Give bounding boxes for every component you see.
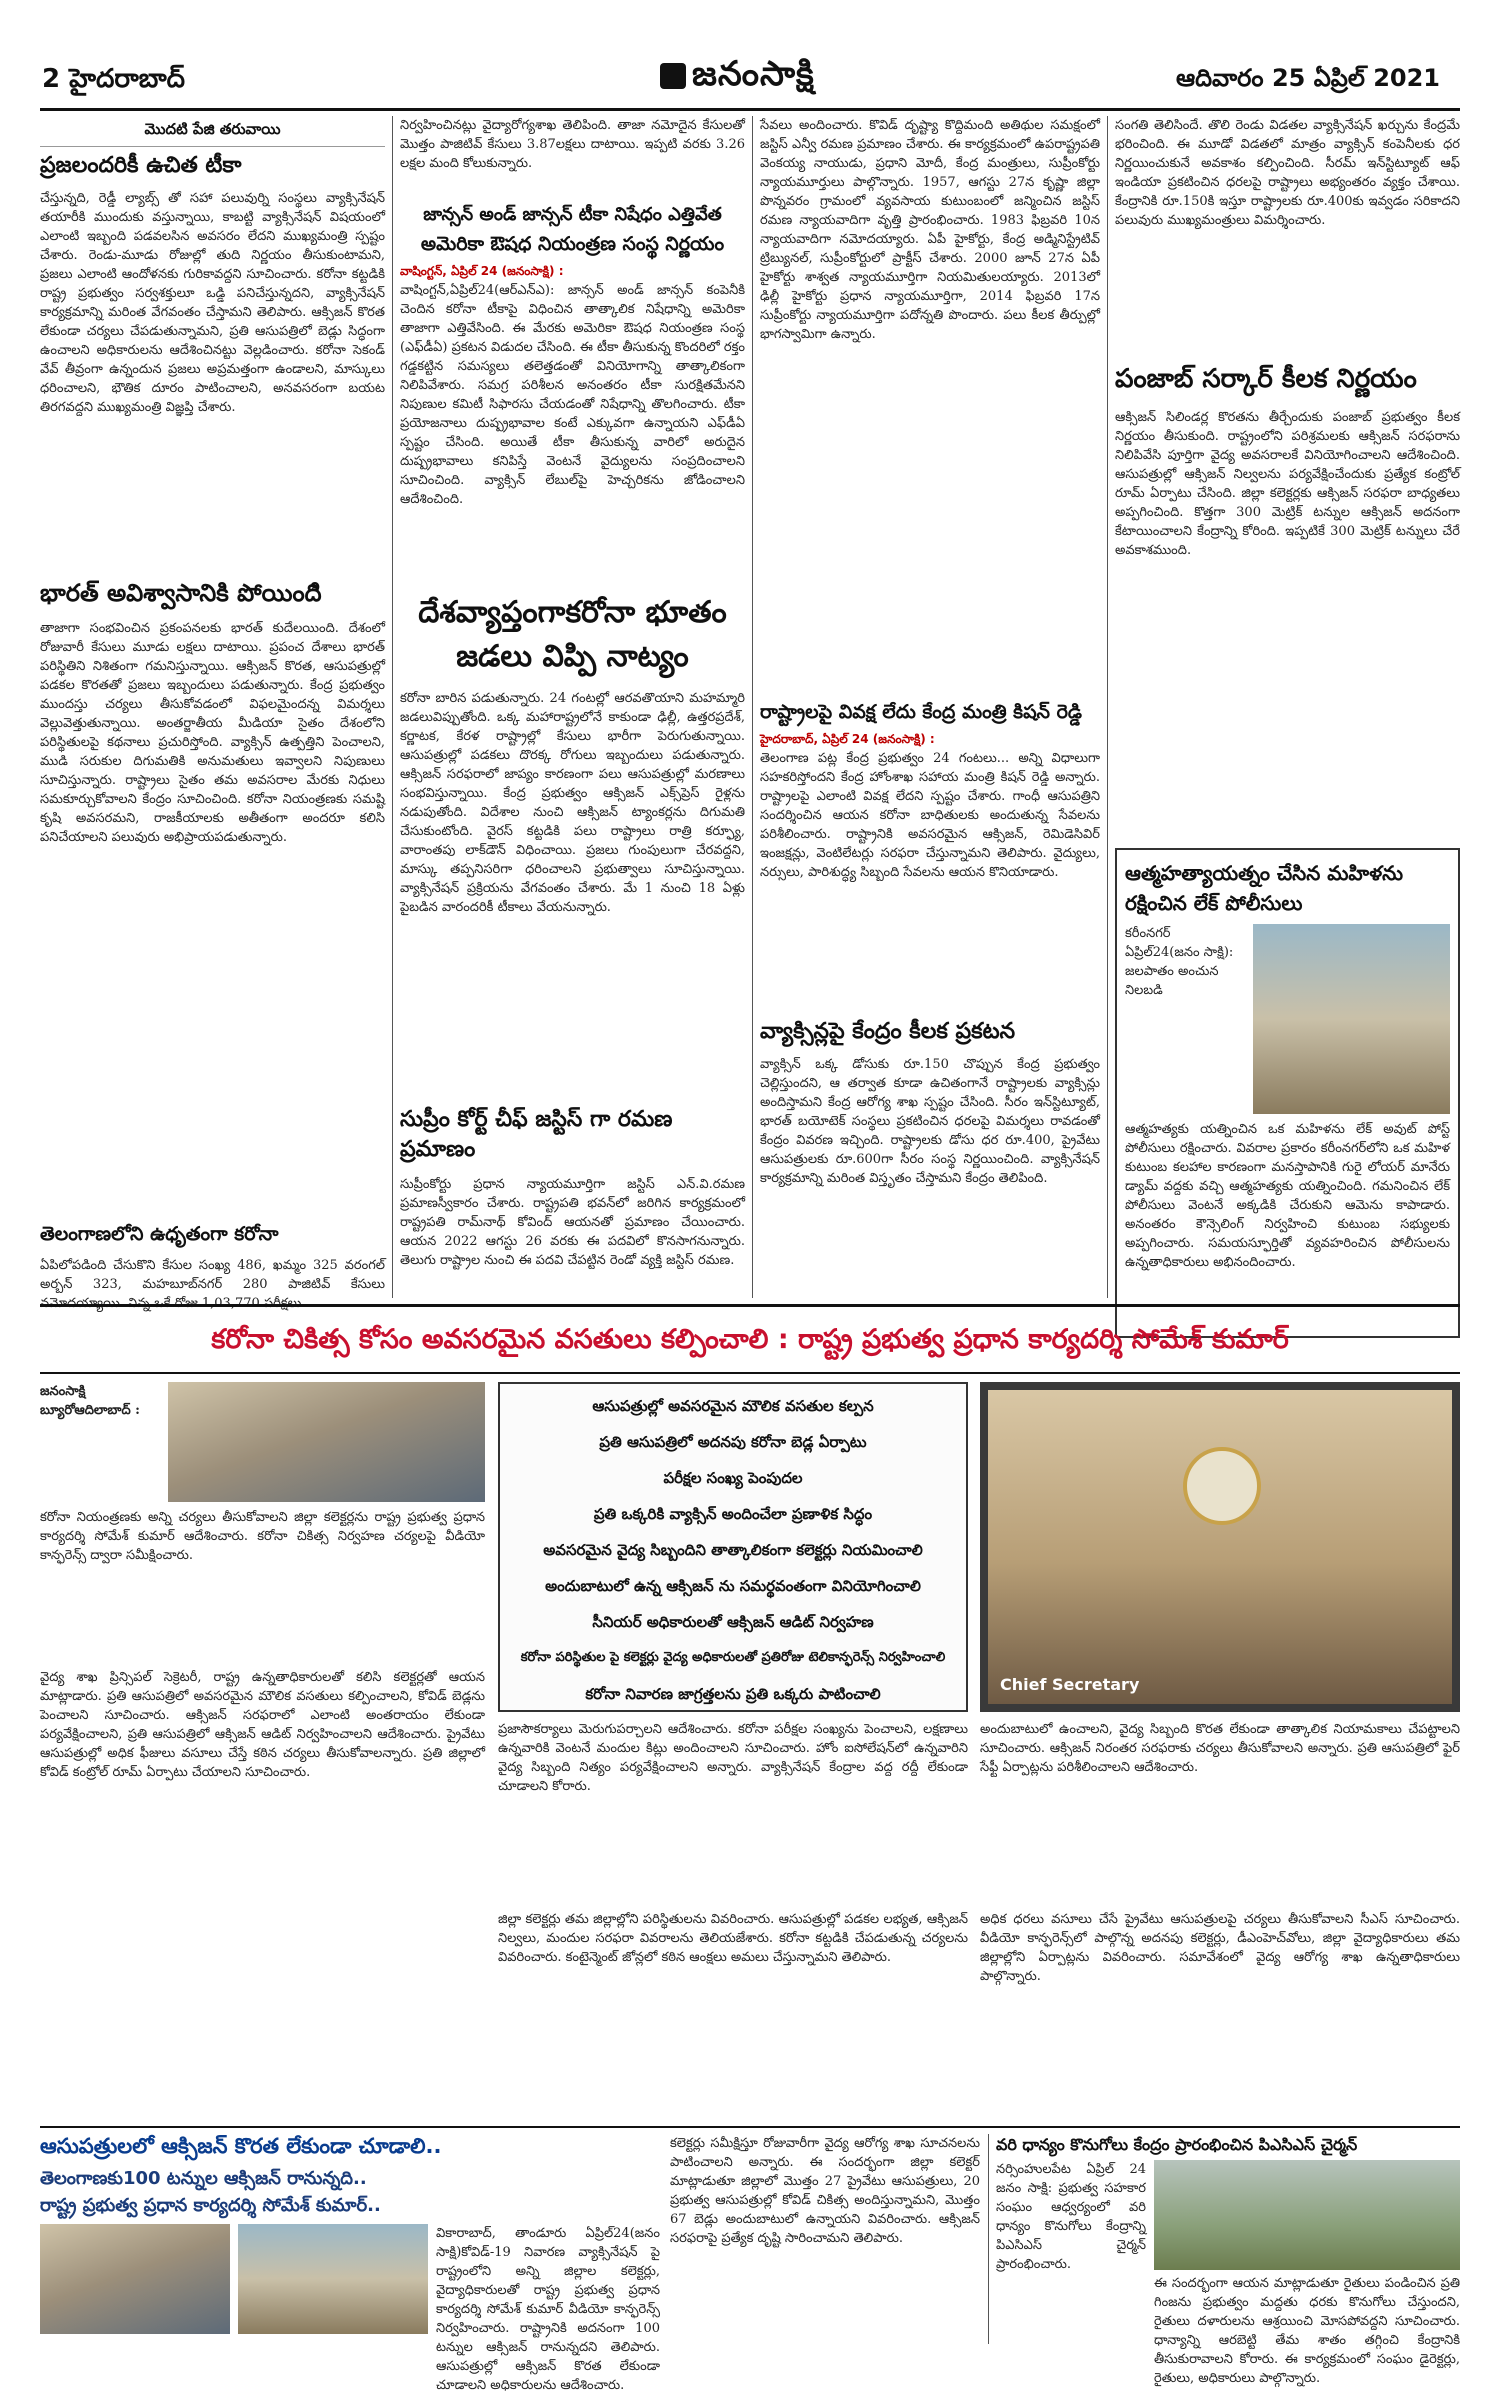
key-point: ఆసుపత్రుల్లో అవసరమైన మౌలిక వసతుల కల్పన xyxy=(592,1397,874,1415)
headline-oxygen: ఆసుపత్రులలో ఆక్సిజన్ కొరత లేకుండా చూడాలి.. xyxy=(40,2134,442,2158)
article-chief-secretary-mid2: జిల్లా కలెక్టర్లు తమ జిల్లాల్లోని పరిస్థితులను వివరించారు. ఆసుపత్రుల్లో పడకల లభ్యత, ఆక్సిజన్ నిల్వలు, మందుల సరఫరా వివరాలను తెలియజేశారు. కరోనా కట్టడికి చేపడుతున్న చర్యలను వివరించారు. కంటైన్మెంట్ జోన్లలో కఠిన ఆంక్షలు అమలు చేస్తున్నామని తెలిపారు. xyxy=(498,1912,968,1965)
photo-paddy-centre xyxy=(1154,2160,1460,2270)
article-india-distrust: తాజాగా సంభవించిన ప్రకంపనలకు భారత్ కుదేలయింది. దేశంలో రోజువారీ కేసులు మూడు లక్షలు దాటాయి. ప్రపంచ దేశాలు భారత్ పరిస్థితిని నిశితంగా గమనిస్తున్నాయి. ఆక్సిజన్ కొరత, ఆసుపత్రుల్లో పడకల కొరతతో ప్రజలు ఇబ్బందులు పడుతున్నారు. కేంద్ర ప్రభుత్వం ముందస్తు చర్యలు తీసుకోవడంలో విఫలమైందన్న విమర్శలు వెల్లువెత్తుతున్నాయి. అంతర్జాతీయ మీడియా సైతం దేశంలోని పరిస్థితులపై కథనాలు ప్రచురిస్తోంది. వ్యాక్సిన్ ఉత్పత్తిని పెంచాలని, ముడి సరుకుల దిగుమతికి అనుమతులు ఇవ్వాలని నిపుణులు సూచిస్తున్నారు. రాష్ట్రాలు సైతం తమ అవసరాల మేరకు నిధులు సమకూర్చుకోవాలని కేంద్రం సూచించింది. కరోనా నియంత్రణకు సమష్టి కృషి అవసరమని, రాజకీయాలకు అతీతంగా అందరూ కలిసి పనిచేయాలని పలువురు అభిప్రాయపడుతున్నారు. xyxy=(40,621,385,845)
banner-rule-top xyxy=(40,1304,1460,1307)
photo-video-screen xyxy=(238,2224,428,2334)
section-rule xyxy=(40,2126,1460,2128)
story-chief-secretary-left xyxy=(40,1382,485,2122)
issue-date: ఆదివారం 25 ఏప్రిల్ 2021 xyxy=(1175,64,1440,92)
headline-lake-police: ఆత్మహత్యాయత్నం చేసిన మహిళను రక్షించిన లేక్ పోలీసులు xyxy=(1125,861,1404,915)
column-3 xyxy=(760,116,1100,1298)
article-lake-police-intro: కరీంనగర్ ఏప్రిల్24(జనం సాక్షి): జలపాతం అంచున నిలబడి xyxy=(1125,926,1234,998)
headline-telangana-corona: తెలంగాణలోని ఉధృతంగా కరోనా xyxy=(40,1223,279,1245)
article-punjab: ఆక్సిజన్ సిలిండర్ల కొరతను తీర్చేందుకు పంజాబ్ ప్రభుత్వం కీలక నిర్ణయం తీసుకుంది. రాష్ట్రంలోని పరిశ్రమలకు ఆక్సిజన్ సరఫరాను నిలిపివేసి పూర్తిగా వైద్య అవసరాలకే వినియోగించాలని ఆదేశించింది. ఆసుపత్రుల్లో ఆక్సిజన్ నిల్వలను పర్యవేక్షించేందుకు ప్రత్యేక కంట్రోల్ రూమ్ ఏర్పాటు చేసింది. జిల్లా కలెక్టర్లకు ఆక్సిజన్ సరఫరా బాధ్యతలు అప్పగించింది. కొత్తగా 300 మెట్రిక్ టన్నుల ఆక్సిజన్ అదనంగా కేటాయించాలని కేంద్రాన్ని కోరింది. ఇప్పటికే 300 మెట్రిక్ టన్నులు చేరే అవకాశముంది. xyxy=(1115,410,1460,558)
headline-cji-ramana: సుప్రీం కోర్ట్ చీఫ్ జస్టిస్ గా రమణ ప్రమాణం xyxy=(400,1107,673,1162)
article-paddy-body: ఈ సందర్భంగా ఆయన మాట్లాడుతూ రైతులు పండించిన ప్రతి గింజను ప్రభుత్వం మద్దతు ధరకు కొనుగోలు చేస్తుందని, రైతులు దళారులను ఆశ్రయించి మోసపోవద్దని సూచించారు. ధాన్యాన్ని ఆరబెట్టి తేమ శాతం తగ్గించి కేంద్రానికి తీసుకురావాలని కోరారు. ఈ కార్యక్రమంలో సంఘం డైరెక్టర్లు, రైతులు, అధికారులు పాల్గొన్నారు. xyxy=(1154,2276,1460,2386)
page-label: 2 హైదరాబాద్ xyxy=(42,64,185,94)
emblem-icon xyxy=(1183,1447,1261,1525)
article-vaccine-announcement: వ్యాక్సిన్ ఒక్క డోసుకు రూ.150 చొప్పున కేంద్ర ప్రభుత్వం చెల్లిస్తుందని, ఆ తర్వాత కూడా ఉచితంగానే రాష్ట్రాలకు వ్యాక్సిన్లు అందిస్తామని కేంద్ర ఆరోగ్య శాఖ స్పష్టం చేసింది. సీరం ఇన్‌స్టిట్యూట్, భారత్ బయోటెక్ సంస్థలు ప్రకటించిన ధరలపై విమర్శలు రావడంతో కేంద్రం వివరణ ఇచ్చింది. రాష్ట్రాలకు డోసు ధర రూ.400, ప్రైవేటు ఆసుపత్రులకు రూ.600గా సీరం సంస్థ నిర్ణయించింది. వ్యాక్సినేషన్ కార్యక్రమాన్ని మరింత విస్తృతం చేస్తామని కేంద్రం తెలిపింది. xyxy=(760,1057,1100,1186)
headline-us-fda: అమెరికా ఔషధ నియంత్రణ సంస్థ నిర్ణయం xyxy=(420,233,725,255)
masthead-logo xyxy=(660,54,815,102)
story-chief-secretary-middle xyxy=(498,1720,968,2120)
article-oxygen-body: కలెక్టర్లు సమీక్షిస్తూ రోజువారీగా వైద్య ఆరోగ్య శాఖ సూచనలను పాటించాలని అన్నారు. ఈ సందర్భంగా జిల్లా కలెక్టర్ మాట్లాడుతూ జిల్లాలో మొత్తం 27 ప్రైవేటు ఆసుపత్రులు, 20 ప్రభుత్వ ఆసుపత్రుల్లో కోవిడ్ చికిత్స అందిస్తున్నామని, మొత్తం 67 బెడ్లు అందుబాటులో ఉన్నాయని వివరించారు. ఆక్సిజన్ సరఫరాపై ప్రత్యేక దృష్టి సారించామని తెలిపారు. xyxy=(670,2136,980,2246)
article-paddy-intro: నర్సింహులపేట ఏప్రిల్ 24 జనం సాక్షి: ప్రభుత్వ సహకార సంఘం ఆధ్వర్యంలో వరి ధాన్యం కొనుగోలు కేంద్రాన్ని పిఎసిఎస్ చైర్మన్ ప్రారంభించారు. xyxy=(996,2162,1146,2272)
headline-corona-dance: దేశవ్యాప్తంగాకరోనా భూతం జడలు విప్పి నాట్యం xyxy=(418,595,727,674)
photo-lake-police xyxy=(1253,924,1450,1114)
key-point: అందుబాటులో ఉన్న ఆక్సిజన్ ను సమర్థవంతంగా వినియోగించాలి xyxy=(545,1577,921,1595)
article-us-fda: వాషింగ్టన్,ఏప్రిల్24(ఆర్‌ఎన్‌ఎ): జాన్సన్ అండ్ జాన్సన్ కంపెనీకి చెందిన కరోనా టీకాపై విధించిన తాత్కాలిక నిషేధాన్ని అమెరికా తాజాగా ఎత్తివేసింది. ఈ మేరకు అమెరికా ఔషధ నియంత్రణ సంస్థ (ఎఫ్‌డీఏ) ప్రకటన విడుదల చేసింది. ఈ టీకా తీసుకున్న కొందరిలో రక్తం గడ్డకట్టిన సమస్యలు తలెత్తడంతో వినియోగాన్ని తాత్కాలికంగా నిలిపివేశారు. సమగ్ర పరిశీలన అనంతరం టీకా సురక్షితమేనని నిపుణుల కమిటీ సిఫారసు చేయడంతో నిషేధాన్ని తొలగించారు. టీకా ప్రయోజనాలు దుష్ప్రభావాల కంటే ఎక్కువగా ఉన్నాయని ఎఫ్‌డీఏ స్పష్టం చేసింది. అయితే టీకా తీసుకున్న వారిలో అరుదైన దుష్ప్రభావాలు కనిపిస్తే వెంటనే వైద్యులను సంప్రదించాలని సూచించింది. వ్యాక్సిన్ లేబుల్‌పై హెచ్చరికను జోడించాలని ఆదేశించింది. xyxy=(400,283,745,507)
story-chief-secretary-right xyxy=(980,1720,1460,2120)
article-chief-secretary-right1: అందుబాటులో ఉంచాలని, వైద్య సిబ్బంది కొరత లేకుండా తాత్కాలిక నియామకాలు చేపట్టాలని సూచించారు. ఆక్సిజన్ నిరంతర సరఫరాకు చర్యలు తీసుకోవాలని అన్నారు. ప్రతి ఆసుపత్రిలో ఫైర్ సేఫ్టీ ఏర్పాట్లను పరిశీలించాలని ఆదేశించారు. xyxy=(980,1722,1460,1775)
article-chief-secretary-intro: కరోనా నియంత్రణకు అన్ని చర్యలు తీసుకోవాలని జిల్లా కలెక్టర్లను రాష్ట్ర ప్రభుత్వ ప్రధాన కార్యదర్శి సోమేశ్ కుమార్ ఆదేశించారు. కరోనా చికిత్స నిర్వహణ చర్యలపై వీడియో కాన్ఫరెన్స్ ద్వారా సమీక్షించారు. xyxy=(40,1510,485,1563)
article-cases-continued: నిర్వహించినట్లు వైద్యారోగ్యశాఖ తెలిపింది. తాజా నమోదైన కేసులతో మొత్తం పాజిటివ్ కేసులు 3.87లక్షలు దాటాయి. ఇప్పటి వరకు 3.26 లక్షల మంది కోలుకున్నారు. xyxy=(400,118,745,171)
article-cji-ramana: సుప్రీంకోర్టు ప్రధాన న్యాయమూర్తిగా జస్టిస్ ఎన్.వి.రమణ ప్రమాణస్వీకారం చేశారు. రాష్ట్రపతి భవన్‌లో జరిగిన కార్యక్రమంలో రాష్ట్రపతి రామ్‌నాథ్ కోవింద్ ఆయనతో ప్రమాణం చేయించారు. ఆయన 2022 ఆగస్టు 26 వరకు ఈ పదవిలో కొనసాగనున్నారు. తెలుగు రాష్ట్రాల నుంచి ఈ పదవి చేపట్టిన రెండో వ్యక్తి జస్టిస్ రమణ. xyxy=(400,1177,745,1268)
photo-collector-video xyxy=(40,2224,230,2334)
masthead-title: జనంసాక్షి xyxy=(692,54,815,94)
photo-collector-meeting xyxy=(168,1382,485,1502)
key-point: ప్రతి ఆసుపత్రిలో అదనపు కరోనా బెడ్ల ఏర్పాటు xyxy=(599,1433,867,1451)
story-oxygen xyxy=(40,2134,980,2393)
article-lake-police: ఆత్మహత్యకు యత్నించిన ఒక మహిళను లేక్ అవుట్ పోస్ట్ పోలీసులు రక్షించారు. వివరాల ప్రకారం కరీంనగర్‌లోని ఒక మహిళ కుటుంబ కలహాల కారణంగా మనస్తాపానికి గురై లోయర్ మానేరు డ్యామ్ వద్దకు వచ్చి ఆత్మహత్యకు యత్నించింది. గమనించిన లేక్ పోలీసులు వెంటనే అక్కడికి చేరుకుని ఆమెను కాపాడారు. అనంతరం కౌన్సెలింగ్ నిర్వహించి కుటుంబ సభ్యులకు అప్పగించారు. సమయస్ఫూర్తితో వ్యవహరించిన పోలీసులను ఉన్నతాధికారులు అభినందించారు. xyxy=(1125,1122,1450,1270)
dateline-hyderabad: హైదరాబాద్, ఏప్రిల్ 24 (జనంసాక్షి) : xyxy=(760,732,935,746)
column-1 xyxy=(40,116,385,1298)
column-2 xyxy=(400,116,745,1298)
key-point: కరోనా నివారణ జాగ్రత్తలను ప్రతి ఒక్కరు పాటించాలి xyxy=(585,1685,881,1703)
headline-punjab: పంజాబ్ సర్కార్ కీలక నిర్ణయం xyxy=(1115,364,1417,394)
dateline-washington: వాషింగ్టన్, ఏప్రిల్ 24 (జనంసాక్షి) : xyxy=(400,264,564,278)
key-point: ప్రతి ఒక్కరికి వ్యాక్సిన్ అందించేలా ప్రణాళిక సిద్ధం xyxy=(593,1505,873,1523)
headline-paddy-centre: వరి ధాన్యం కొనుగోలు కేంద్రం ప్రారంభించిన పిఎసిఎస్ చైర్మన్ xyxy=(996,2135,1358,2154)
column-divider xyxy=(1107,116,1108,1298)
photo-caption: Chief Secretary xyxy=(1000,1675,1140,1694)
article-chief-secretary-body: వైద్య శాఖ ప్రిన్సిపల్ సెక్రెటరీ, రాష్ట్ర ఉన్నతాధికారులతో కలిసి కలెక్టర్లతో ఆయన మాట్లాడారు. ప్రతి ఆసుపత్రిలో అవసరమైన మౌలిక వసతులు కల్పించాలని, కోవిడ్ బెడ్లను పెంచాలని సూచించారు. ఆక్సిజన్ సరఫరాలో ఎలాంటి అంతరాయం లేకుండా పర్యవేక్షించాలని, ప్రతి ఆసుపత్రిలో ఆక్సిజన్ ఆడిట్ నిర్వహించాలని ఆదేశించారు. ప్రైవేటు ఆసుపత్రుల్లో అధిక ఫీజులు వసూలు చేస్తే కఠిన చర్యలు తీసుకోవాలన్నారు. ప్రతి జిల్లాలో కోవిడ్ కంట్రోల్ రూమ్ ఏర్పాటు చేయాలని సూచించారు. xyxy=(40,1670,485,1780)
article-kishan-reddy: తెలంగాణ పట్ల కేంద్ర ప్రభుత్వం 24 గంటలు... అన్ని విధాలుగా సహకరిస్తోందని కేంద్ర హోంశాఖ సహాయ మంత్రి కిషన్ రెడ్డి అన్నారు. రాష్ట్రాలపై ఎలాంటి వివక్ష లేదని స్పష్టం చేశారు. గాంధీ ఆసుపత్రిని సందర్శించిన ఆయన కరోనా బాధితులకు అందుతున్న సేవలను పరిశీలించారు. రాష్ట్రానికి అవసరమైన ఆక్సిజన్, రెమిడెసివిర్ ఇంజక్షన్లు, వెంటిలేటర్లు సరఫరా చేస్తున్నామని తెలిపారు. వైద్యులు, నర్సులు, పారిశుద్ధ్య సిబ్బంది సేవలను ఆయన కొనియాడారు. xyxy=(760,751,1100,880)
continued-label: మొదటి పేజి తరువాయి xyxy=(40,116,385,147)
article-vaccine-price: సంగతి తెలిసిందే. తొలి రెండు విడతల వ్యాక్సినేషన్ ఖర్చును కేంద్రమే భరించింది. ఈ మూడో విడతలో మాత్రం వ్యాక్సిన్ కంపెనీలకు ధర నిర్ణయించుకునే అవకాశం కల్పించింది. సీరమ్ ఇన్‌స్టిట్యూట్ ఆఫ్ ఇండియా ప్రకటించిన ధరలపై రాష్ట్రాలు అభ్యంతరం వ్యక్తం చేశాయి. కేంద్రానికి రూ.150కి ఇస్తూ రాష్ట్రాలకు రూ.400కు ఇవ్వడం సరికాదని పలువురు ముఖ్యమంత్రులు విమర్శించారు. xyxy=(1115,118,1460,228)
box-lake-police xyxy=(1115,848,1460,1338)
article-oxygen-intro: వికారాబాద్, తాండూరు ఏప్రిల్24(జనం సాక్షి)కోవిడ్-19 నివారణ వ్యాక్సినేషన్ పై రాష్ట్రంలోని అన్ని జిల్లాల కలెక్టర్లు, వైద్యాధికారులతో రాష్ట్ర ప్రభుత్వ ప్రధాన కార్యదర్శి సోమేశ్ కుమార్ వీడియో కాన్ఫరెన్స్ నిర్వహించారు. రాష్ట్రానికి అదనంగా 100 టన్నుల ఆక్సిజన్ రానున్నదని తెలిపారు. ఆసుపత్రుల్లో ఆక్సిజన్ కొరత లేకుండా చూడాలని అధికారులను ఆదేశించారు. xyxy=(436,2226,660,2393)
key-point: అవసరమైన వైద్య సిబ్బందిని తాత్కాలికంగా కలెక్టర్లు నియమించాలి xyxy=(543,1541,923,1559)
column-4 xyxy=(1115,116,1460,1298)
key-point: సీనియర్ అధికారులతో ఆక్సిజన్ ఆడిట్ నిర్వహణ xyxy=(592,1613,874,1631)
banner-headline: కరోనా చికిత్స కోసం అవసరమైన వసతులు కల్పించాలి : రాష్ట్ర ప్రభుత్వ ప్రధాన కార్యదర్శి సోమేశ్ కుమార్ xyxy=(211,1324,1289,1355)
story-paddy-centre xyxy=(996,2134,1460,2386)
photo-video-conference xyxy=(980,1382,1460,1712)
headline-india-distrust: భారత్ అవిశ్వాసానికి పోయిందిి xyxy=(40,579,322,607)
header-rule xyxy=(40,108,1460,111)
article-chief-secretary-mid1: ప్రజాసౌకర్యాలు మెరుగుపర్చాలని ఆదేశించారు. కరోనా పరీక్షల సంఖ్యను పెంచాలని, లక్షణాలు ఉన్నవారికి వెంటనే మందుల కిట్లు అందించాలని సూచించారు. హోం ఐసోలేషన్‌లో ఉన్నవారిని వైద్య సిబ్బంది నిత్యం పర్యవేక్షించాలని అన్నారు. వ్యాక్సినేషన్ కేంద్రాల వద్ద రద్దీ లేకుండా చూడాలని కోరారు. xyxy=(498,1722,968,1794)
article-chief-secretary-right2: అధిక ధరలు వసూలు చేసే ప్రైవేటు ఆసుపత్రులపై చర్యలు తీసుకోవాలని సీఎస్ సూచించారు. వీడియో కాన్ఫరెన్స్‌లో పాల్గొన్న అదనపు కలెక్టర్లు, డీఎంహెచ్‌వోలు, జిల్లా వైద్యాధికారులు తమ జిల్లాల్లోని ఏర్పాట్లను వివరించారు. సమావేశంలో వైద్య ఆరోగ్య శాఖ ఉన్నతాధికారులు పాల్గొన్నారు. xyxy=(980,1912,1460,1984)
article-telangana-corona: ఏపిలోపడింది చేసుకొని కేసుల సంఖ్య 486, ఖమ్మం 325 వరంగల్ అర్బన్ 323, మహబూబ్‌నగర్ 280 పాజిటివ్ కేసులు xyxy=(40,1258,385,1292)
column-divider xyxy=(752,116,753,1298)
headline-kishan-reddy: రాష్ట్రాలపై వివక్ష లేదు కేంద్ర మంత్రి కిషన్ రెడ్డి xyxy=(760,701,1082,723)
article-cji-continued: సేవలు అందించారు. కొవిడ్ దృష్ట్యా కొద్దిమంది అతిథుల సమక్షంలో జస్టిస్ ఎన్వీ రమణ ప్రమాణం చేశారు. ఈ కార్యక్రమంలో ఉపరాష్ట్రపతి వెంకయ్య నాయుడు, ప్రధాని మోదీ, కేంద్ర మంత్రులు, సుప్రీంకోర్టు న్యాయమూర్తులు పాల్గొన్నారు. 1957, ఆగస్టు 27న కృష్ణా జిల్లా పొన్నవరం గ్రామంలో వ్యవసాయ కుటుంబంలో జన్మించిన జస్టిస్ రమణ న్యాయవాదిగా వృత్తి ప్రారంభించారు. 1983 ఫిబ్రవరి 10న న్యాయవాదిగా నమోదయ్యారు. ఏపీ హైకోర్టు, కేంద్ర అడ్మినిస్ట్రేటివ్ ట్రిబ్యునల్, సుప్రీంకోర్టులో ప్రాక్టీస్ చేశారు. 2000 జూన్ 27న ఏపీ హైకోర్టు శాశ్వత న్యాయమూర్తిగా నియమితులయ్యారు. 2013లో ఢిల్లీ హైకోర్టు ప్రధాన న్యాయమూర్తిగా, 2014 ఫిబ్రవరి 17న సుప్రీంకోర్టు న్యాయమూర్తిగా పదోన్నతి పొందారు. పలు కీలక తీర్పుల్లో భాగస్వామిగా ఉన్నారు. xyxy=(760,118,1100,342)
subheadline-oxygen-tons: తెలంగాణకు100 టన్నుల ఆక్సిజన్ రానున్నది.. xyxy=(40,2168,367,2189)
column-divider xyxy=(988,2134,989,2344)
kicker-jj-vaccine: జాన్సన్ అండ్ జాన్సన్ టీకా నిషేధం ఎత్తివేత xyxy=(423,204,722,225)
key-point: కరోనా పరిస్థితుల పై కలెక్టర్లు వైద్య అధికారులతో ప్రతిరోజు టెలికాన్ఫరెన్స్ నిర్వహించాలి xyxy=(520,1650,946,1665)
key-point: పరీక్షల సంఖ్య పెంపుదల xyxy=(663,1469,803,1487)
article-free-vaccine: చేస్తున్నది, రెడ్డీ ల్యాబ్స్ తో సహా పలువుర్ని సంస్థలు వ్యాక్సినేషన్ తయారీకి ముందుకు వస్తున్నాయి, కాబట్టి వ్యాక్సినేషన్ విషయంలో ఎలాంటి ఇబ్బంది పడవలసిన అవసరం లేదని ముఖ్యమంత్రి స్పష్టం చేశారు. రెండు-మూడు రోజుల్లో తుది నిర్ణయం తీసుకుంటామని, ప్రజలు ఎలాంటి ఆందోళనకు గురికావద్దని సూచించారు. కరోనా కట్టడికి రాష్ట్ర ప్రభుత్వం సర్వశక్తులూ ఒడ్డి పనిచేస్తున్నదని, వ్యాక్సినేషన్ కార్యక్రమాన్ని మరింత వేగవంతం చేస్తామని తెలిపారు. ఆక్సిజన్ కొరత లేకుండా చర్యలు చేపడుతున్నామని, ప్రతి ఆసుపత్రిలో బెడ్లు సిద్ధంగా ఉంచాలని అధికారులను ఆదేశించినట్టు వెల్లడించారు. కరోనా సెకండ్ వేవ్ తీవ్రంగా ఉన్నందున ప్రజలు అప్రమత్తంగా ఉండాలని, మాస్కులు ధరించాలని, భౌతిక దూరం పాటించాలని, అనవసరంగా బయట తిరగవద్దని ముఖ్యమంత్రి విజ్ఞప్తి చేశారు. xyxy=(40,191,385,415)
masthead-icon xyxy=(660,63,686,89)
key-points-box xyxy=(498,1382,968,1712)
dateline-adilabad: జనంసాక్షి బ్యూరోఆదిలాబాద్ : xyxy=(40,1384,140,1418)
banner-rule-bottom xyxy=(40,1372,1460,1374)
column-divider xyxy=(392,116,393,1298)
headline-vaccine-announcement: వ్యాక్సిన్లపై కేంద్రం కీలక ప్రకటన xyxy=(760,1019,1016,1044)
subheadline-somesh-kumar: రాష్ట్ర ప్రభుత్వ ప్రధాన కార్యదర్శి సోమేశ్ కుమార్.. xyxy=(40,2195,381,2216)
headline-free-vaccine: ప్రజలందరికీ ఉచిత టీకా xyxy=(40,153,242,178)
article-corona-dance: కరోనా బారిన పడుతున్నారు. 24 గంటల్లో ఆరవతొయాని మహమ్మారి జడలువిప్పుతోంది. ఒక్క మహారాష్ట్రలోనే కాకుండా ఢిల్లీ, ఉత్తరప్రదేశ్, కర్ణాటక, కేరళ రాష్ట్రాల్లో కేసులు భారీగా పెరుగుతున్నాయి. ఆసుపత్రుల్లో పడకలు దొరక్క రోగులు ఇబ్బందులు పడుతున్నారు. ఆక్సిజన్ సరఫరాలో జాప్యం కారణంగా పలు ఆసుపత్రుల్లో మరణాలు సంభవిస్తున్నాయి. కేంద్ర ప్రభుత్వం ఆక్సిజన్ ఎక్స్‌ప్రెస్ రైళ్లను నడుపుతోంది. విదేశాల నుంచి ఆక్సిజన్ ట్యాంకర్లను దిగుమతి చేసుకుంటోంది. వైరస్ కట్టడికి పలు రాష్ట్రాలు రాత్రి కర్ఫ్యూ, వారాంతపు లాక్‌డౌన్ విధించాయి. ప్రజలు గుంపులుగా చేరవద్దని, మాస్కు తప్పనిసరిగా ధరించాలని ప్రభుత్వాలు సూచిస్తున్నాయి. వ్యాక్సినేషన్ ప్రక్రియను వేగవంతం చేశారు. మే 1 నుంచి 18 ఏళ్లు పైబడిన వారందరికీ టీకాలు వేయనున్నారు. xyxy=(400,691,745,915)
